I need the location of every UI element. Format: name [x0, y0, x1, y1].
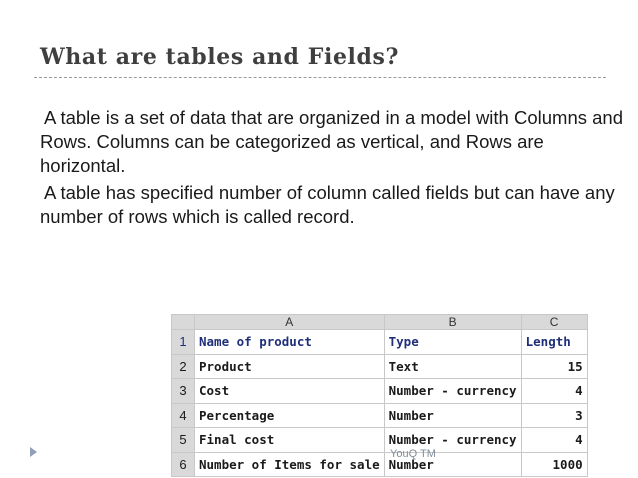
cell-a6: Number of Items for sale — [195, 452, 385, 477]
row-number: 2 — [172, 354, 195, 379]
row-number: 1 — [172, 330, 195, 355]
cell-c3: 4 — [521, 379, 587, 404]
nav-arrow-icon[interactable] — [30, 447, 37, 457]
cell-a4: Percentage — [195, 403, 385, 428]
cell-c2: 15 — [521, 354, 587, 379]
cell-b6: Number — [384, 452, 521, 477]
table-row — [172, 354, 588, 379]
column-header-a: A — [195, 315, 385, 330]
title-divider — [34, 77, 606, 78]
cell-a2: Product — [195, 354, 385, 379]
cell-b3: Number - currency — [384, 379, 521, 404]
table-row — [172, 403, 588, 428]
column-header-b: B — [384, 315, 521, 330]
row-number: 5 — [172, 428, 195, 453]
table-row — [172, 379, 588, 404]
paragraph-2: A table has specified number of column called fields but can have any number of rows which is called record. — [40, 182, 615, 227]
watermark-text: YouQ TM — [390, 448, 436, 460]
cell-b4: Number — [384, 403, 521, 428]
cell-a5: Final cost — [195, 428, 385, 453]
cell-c4: 3 — [521, 403, 587, 428]
table-row — [172, 330, 588, 355]
cell-b5: Number - currency — [384, 428, 521, 453]
table-row — [172, 452, 588, 477]
cell-c5: 4 — [521, 428, 587, 453]
column-header-c: C — [521, 315, 587, 330]
spreadsheet-image — [171, 314, 588, 477]
table-row — [172, 428, 588, 453]
cell-b1: Type — [384, 330, 521, 355]
cell-c6: 1000 — [521, 452, 587, 477]
cell-a3: Cost — [195, 379, 385, 404]
cell-a1: Name of product — [195, 330, 385, 355]
slide-body — [40, 106, 632, 232]
paragraph-1: A table is a set of data that are organized in a model with Columns and Rows. Columns can be categorized as vertical, and Rows are horizontal. — [40, 107, 623, 176]
cell-c1: Length — [521, 330, 587, 355]
column-header-row — [172, 315, 588, 330]
corner-cell — [172, 315, 195, 330]
cell-b2: Text — [384, 354, 521, 379]
row-number: 6 — [172, 452, 195, 477]
slide-title: What are tables and Fields? — [40, 44, 399, 70]
row-number: 4 — [172, 403, 195, 428]
row-number: 3 — [172, 379, 195, 404]
